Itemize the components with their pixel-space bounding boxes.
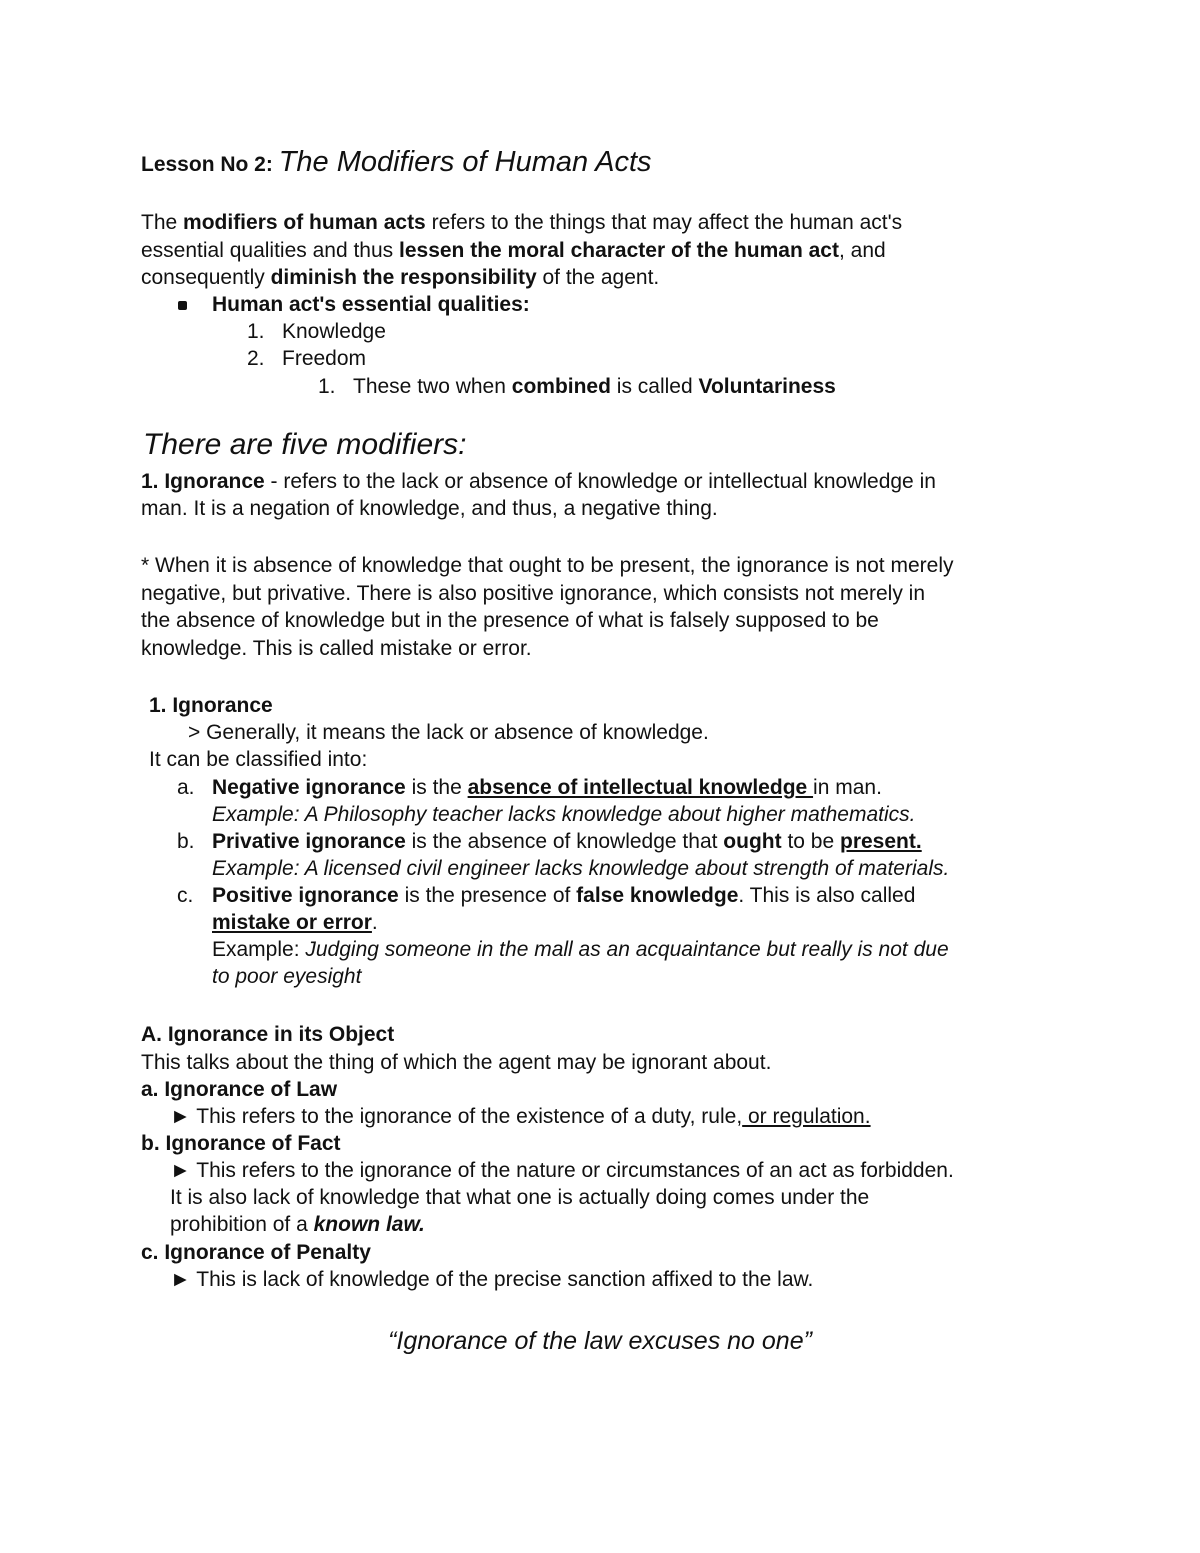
note-line-4: knowledge. This is called mistake or error.	[141, 637, 532, 660]
text: Positive ignorance	[212, 884, 399, 907]
fact-desc-3	[170, 1211, 425, 1238]
text: ► This refers to the ignorance of the existence of a duty, rule,	[170, 1105, 743, 1128]
text: present.	[840, 830, 922, 853]
text: 1. Ignorance	[141, 470, 265, 493]
negative-example: Example: A Philosophy teacher lacks knowledge about higher mathematics.	[212, 803, 916, 826]
mistake-or-error	[212, 909, 378, 936]
text: is the absence of knowledge that	[405, 830, 724, 853]
note-line-3: the absence of knowledge but in the presence of what is falsely supposed to be	[141, 609, 879, 632]
qualities-heading: Human act's essential qualities:	[212, 293, 530, 316]
text: Judging someone in the mall as an acquaintance but really is not due	[305, 938, 949, 961]
positive-example-line-2: to poor eyesight	[212, 965, 362, 988]
privative-ignorance	[212, 828, 922, 855]
law-desc	[170, 1103, 871, 1130]
quality-number: 1.	[247, 320, 265, 343]
voluntariness-line	[353, 373, 836, 400]
text: ought	[723, 830, 782, 853]
text: - refers to the lack or absence of knowledge or intellectual knowledge in	[264, 470, 936, 493]
text: , and	[838, 239, 886, 262]
lesson-heading	[141, 145, 652, 182]
text: . This is also called	[738, 884, 916, 907]
text: Example:	[212, 938, 306, 961]
list-marker: b.	[177, 830, 195, 853]
fact-desc-1: ► This refers to the ignorance of the nature or circumstances of an act as forbidden.	[170, 1159, 954, 1182]
list-marker: a.	[177, 776, 195, 799]
text: to be	[781, 830, 840, 853]
quality-freedom: Freedom	[282, 347, 367, 370]
ignorance-def-line-1	[141, 468, 936, 495]
text: diminish the responsibility	[270, 266, 537, 289]
list-marker: c.	[177, 884, 194, 907]
text: essential qualities and thus	[141, 239, 399, 262]
text: or regulation.	[742, 1105, 871, 1128]
object-heading: A. Ignorance in its Object	[141, 1023, 395, 1046]
text: These two when	[353, 375, 512, 398]
text: lessen the moral character of the human act	[399, 239, 839, 262]
ignorance-def-line-2: man. It is a negation of knowledge, and thus, a negative thing.	[141, 497, 718, 520]
text: mistake or error	[212, 911, 372, 934]
text: Negative ignorance	[212, 776, 406, 799]
lesson-label: Lesson No 2:	[141, 153, 273, 176]
text: combined	[511, 375, 611, 398]
intro-line-3	[141, 264, 659, 291]
text: prohibition of a	[170, 1213, 314, 1236]
privative-example: Example: A licensed civil engineer lacks knowledge about strength of materials.	[212, 857, 950, 880]
text: The	[141, 211, 184, 234]
quality-number: 2.	[247, 347, 265, 370]
text: is the	[405, 776, 468, 799]
text: modifiers of human acts	[183, 211, 426, 234]
positive-ignorance	[212, 882, 915, 909]
positive-example-line-1	[212, 936, 949, 963]
fact-desc-2: It is also lack of knowledge that what one is actually doing comes under the	[170, 1186, 870, 1209]
penalty-heading: c. Ignorance of Penalty	[141, 1241, 371, 1264]
note-line-2: negative, but privative. There is also positive ignorance, which consists not merely in	[141, 582, 926, 605]
law-heading: a. Ignorance of Law	[141, 1078, 338, 1101]
text: .	[371, 911, 378, 934]
text: is called	[610, 375, 699, 398]
closing-quote: “Ignorance of the law excuses no one”	[388, 1327, 812, 1355]
text: false knowledge	[576, 884, 739, 907]
fact-heading: b. Ignorance of Fact	[141, 1132, 341, 1155]
text: Privative ignorance	[212, 830, 406, 853]
sub-number: 1.	[318, 375, 336, 398]
text: in man.	[813, 776, 882, 799]
object-desc: This talks about the thing of which the agent may be ignorant about.	[141, 1051, 772, 1074]
text: absence of intellectual knowledge	[467, 776, 814, 799]
ignorance-subheading: 1. Ignorance	[149, 694, 273, 717]
negative-ignorance	[212, 774, 882, 801]
text: of the agent.	[536, 266, 660, 289]
intro-line-2	[141, 237, 886, 264]
text: consequently	[141, 266, 271, 289]
note-line-1: * When it is absence of knowledge that ought to be present, the ignorance is not merely	[141, 554, 954, 577]
five-modifiers-heading: There are five modifiers:	[143, 428, 467, 461]
text: is the presence of	[398, 884, 577, 907]
square-bullet-icon	[178, 301, 187, 310]
penalty-desc: ► This is lack of knowledge of the precise sanction affixed to the law.	[170, 1268, 814, 1291]
text: Voluntariness	[698, 375, 836, 398]
generally-line: > Generally, it means the lack or absence of knowledge.	[188, 721, 709, 744]
classified-line: It can be classified into:	[149, 748, 368, 771]
lesson-title: The Modifiers of Human Acts	[278, 146, 652, 178]
quality-knowledge: Knowledge	[282, 320, 386, 343]
text: known law.	[313, 1213, 425, 1236]
intro-line-1	[141, 209, 902, 236]
text: refers to the things that may affect the human act's	[425, 211, 903, 234]
